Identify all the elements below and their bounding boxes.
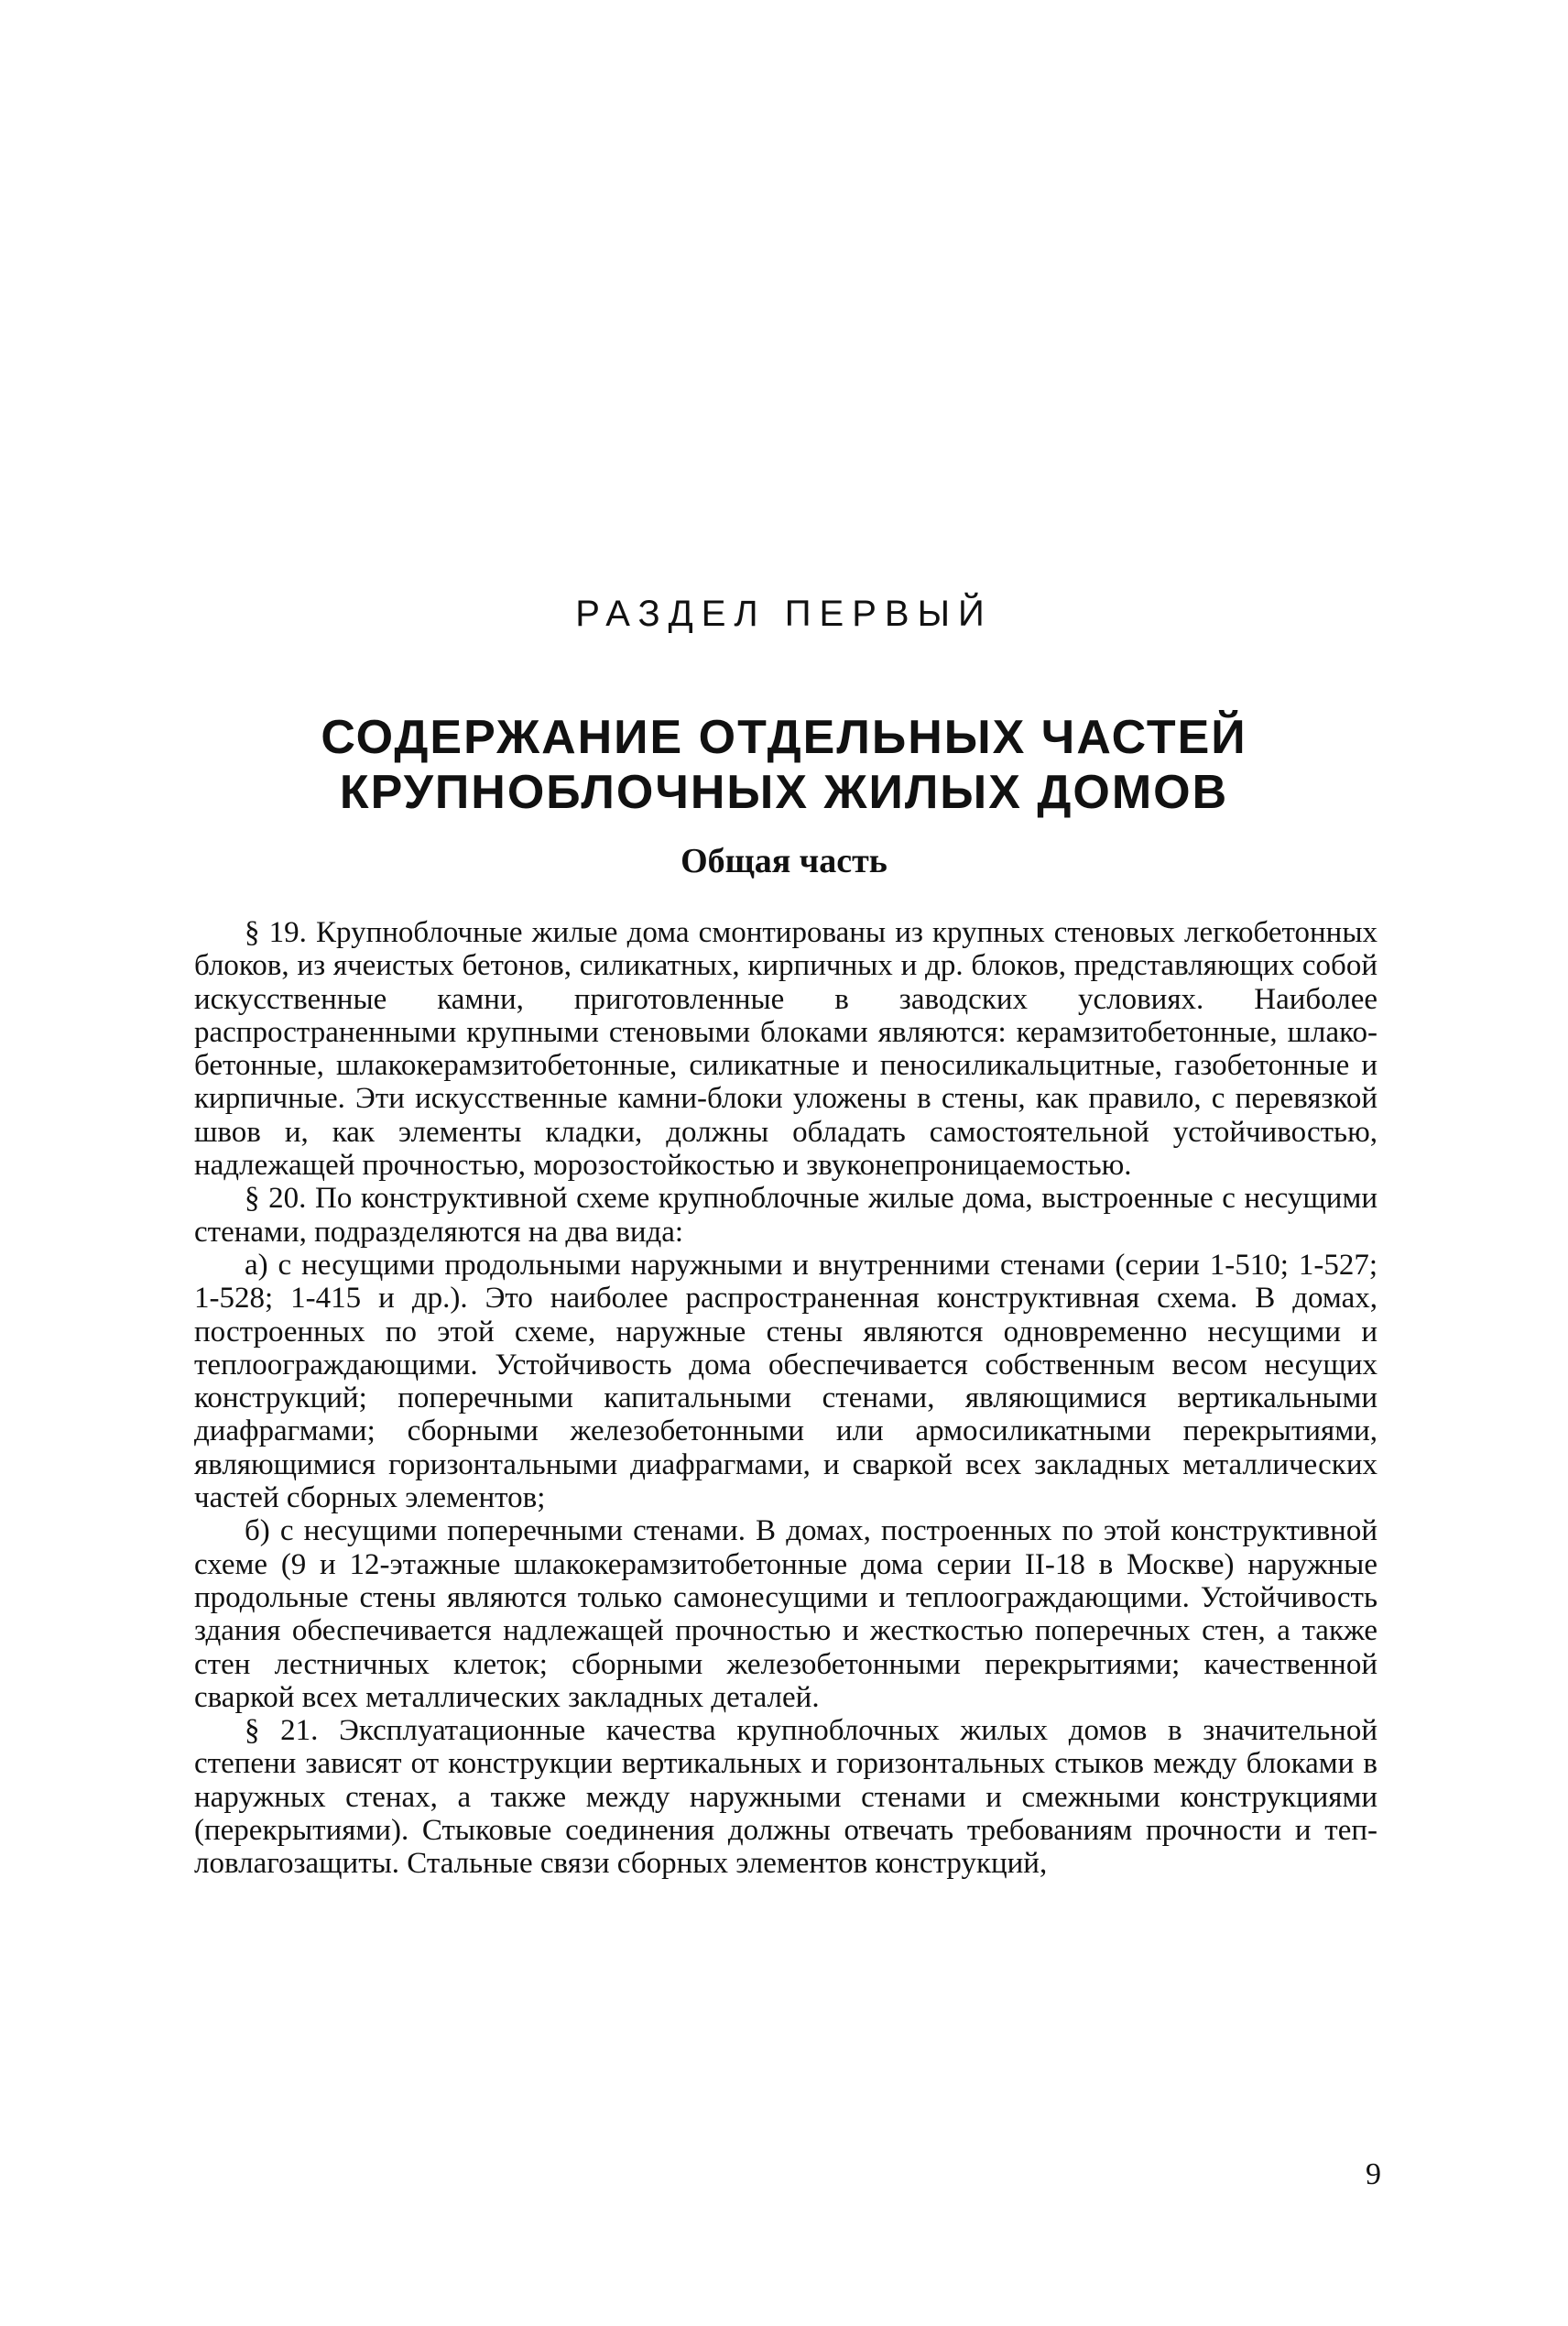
paragraph-20-b: б) с несущими поперечными стенами. В домах, построенных по этой конструктивной схеме (9 и 12-этажные шлакокерамзитобетонные дома серии II-18 в Москве) наружные продольные стены являются только самонесущими и теплоограждающими. Устойчивость здания обеспечивается надлежащей прочностью и жесткостью поперечных стен, а также стен лестничных клеток; сборными железобетонными перекрытиями; качественной сваркой всех металлических закладных деталей. [194,1514,1377,1714]
paragraph-20-a: а) с несущими продольными наружными и внутренними стенами (серии 1-510; 1-527; 1-528; 1-415 и др.). Это наиболее распространенная конструктивная схема. В домах, построенных по этой схеме, наружные стены являются одновременно несущими и теплоограждающими. Устойчивость дома обеспечивается собственным весом несущих конструкций; поперечными капитальными стенами, являющимися вертикальными диафрагмами; сборными железобетонными или армосиликатными перекрытиями, являющимися горизонтальными диафрагмами, и сваркой всех закладных металлических частей сборных элементов; [194,1248,1377,1515]
chapter-title-line-2: КРУПНОБЛОЧНЫХ ЖИЛЫХ ДОМОВ [339,766,1229,819]
subheading: Общая часть [681,842,887,880]
chapter-title-line-1: СОДЕРЖАНИЕ ОТДЕЛЬНЫХ ЧАСТЕЙ [321,711,1247,764]
chapter-title [0,710,1568,820]
paragraph-21: § 21. Эксплуатационные качества крупноблочных жилых домов в значительной степени зависят от конструкции вертикальных и горизонтальных стыков между блоками в наружных стенах, а также между наружными стенами и смежными конструкциями (перекрытиями). Стыковые соединения должны отвечать требованиям прочности и тепловлагозащиты. Стальные связи сборных элементов конструкций, [194,1714,1377,1881]
body-text [194,916,1377,1881]
page-number: 9 [1366,2157,1381,2191]
paragraph-19: § 19. Крупноблочные жилые дома смонтированы из крупных стеновых легкобетонных блоков, из ячеистых бетонов, силикатных, кирпичных и др. блоков, представляющих собой искусственные камни, приготовленные в заводских условиях. Наиболее распространенными крупными стеновыми блоками являются: керамзитобетонные, шлакобетонные, шлакокерамзитобетонные, силикатные и пеносиликальцитные, газобетонные и кирпичные. Эти искусственные камни-блоки уложены в стены, как правило, с перевязкой швов и, как элементы кладки, должны обладать самостоятельной устойчивостью, надлежащей прочностью, морозостойкостью и звуконепроницаемостью. [194,916,1377,1183]
section-label: РАЗДЕЛ ПЕРВЫЙ [575,594,993,634]
paragraph-20: § 20. По конструктивной схеме крупноблочные жилые дома, выстроенные с несущими стенами, подразделяются на два вида: [194,1182,1377,1249]
